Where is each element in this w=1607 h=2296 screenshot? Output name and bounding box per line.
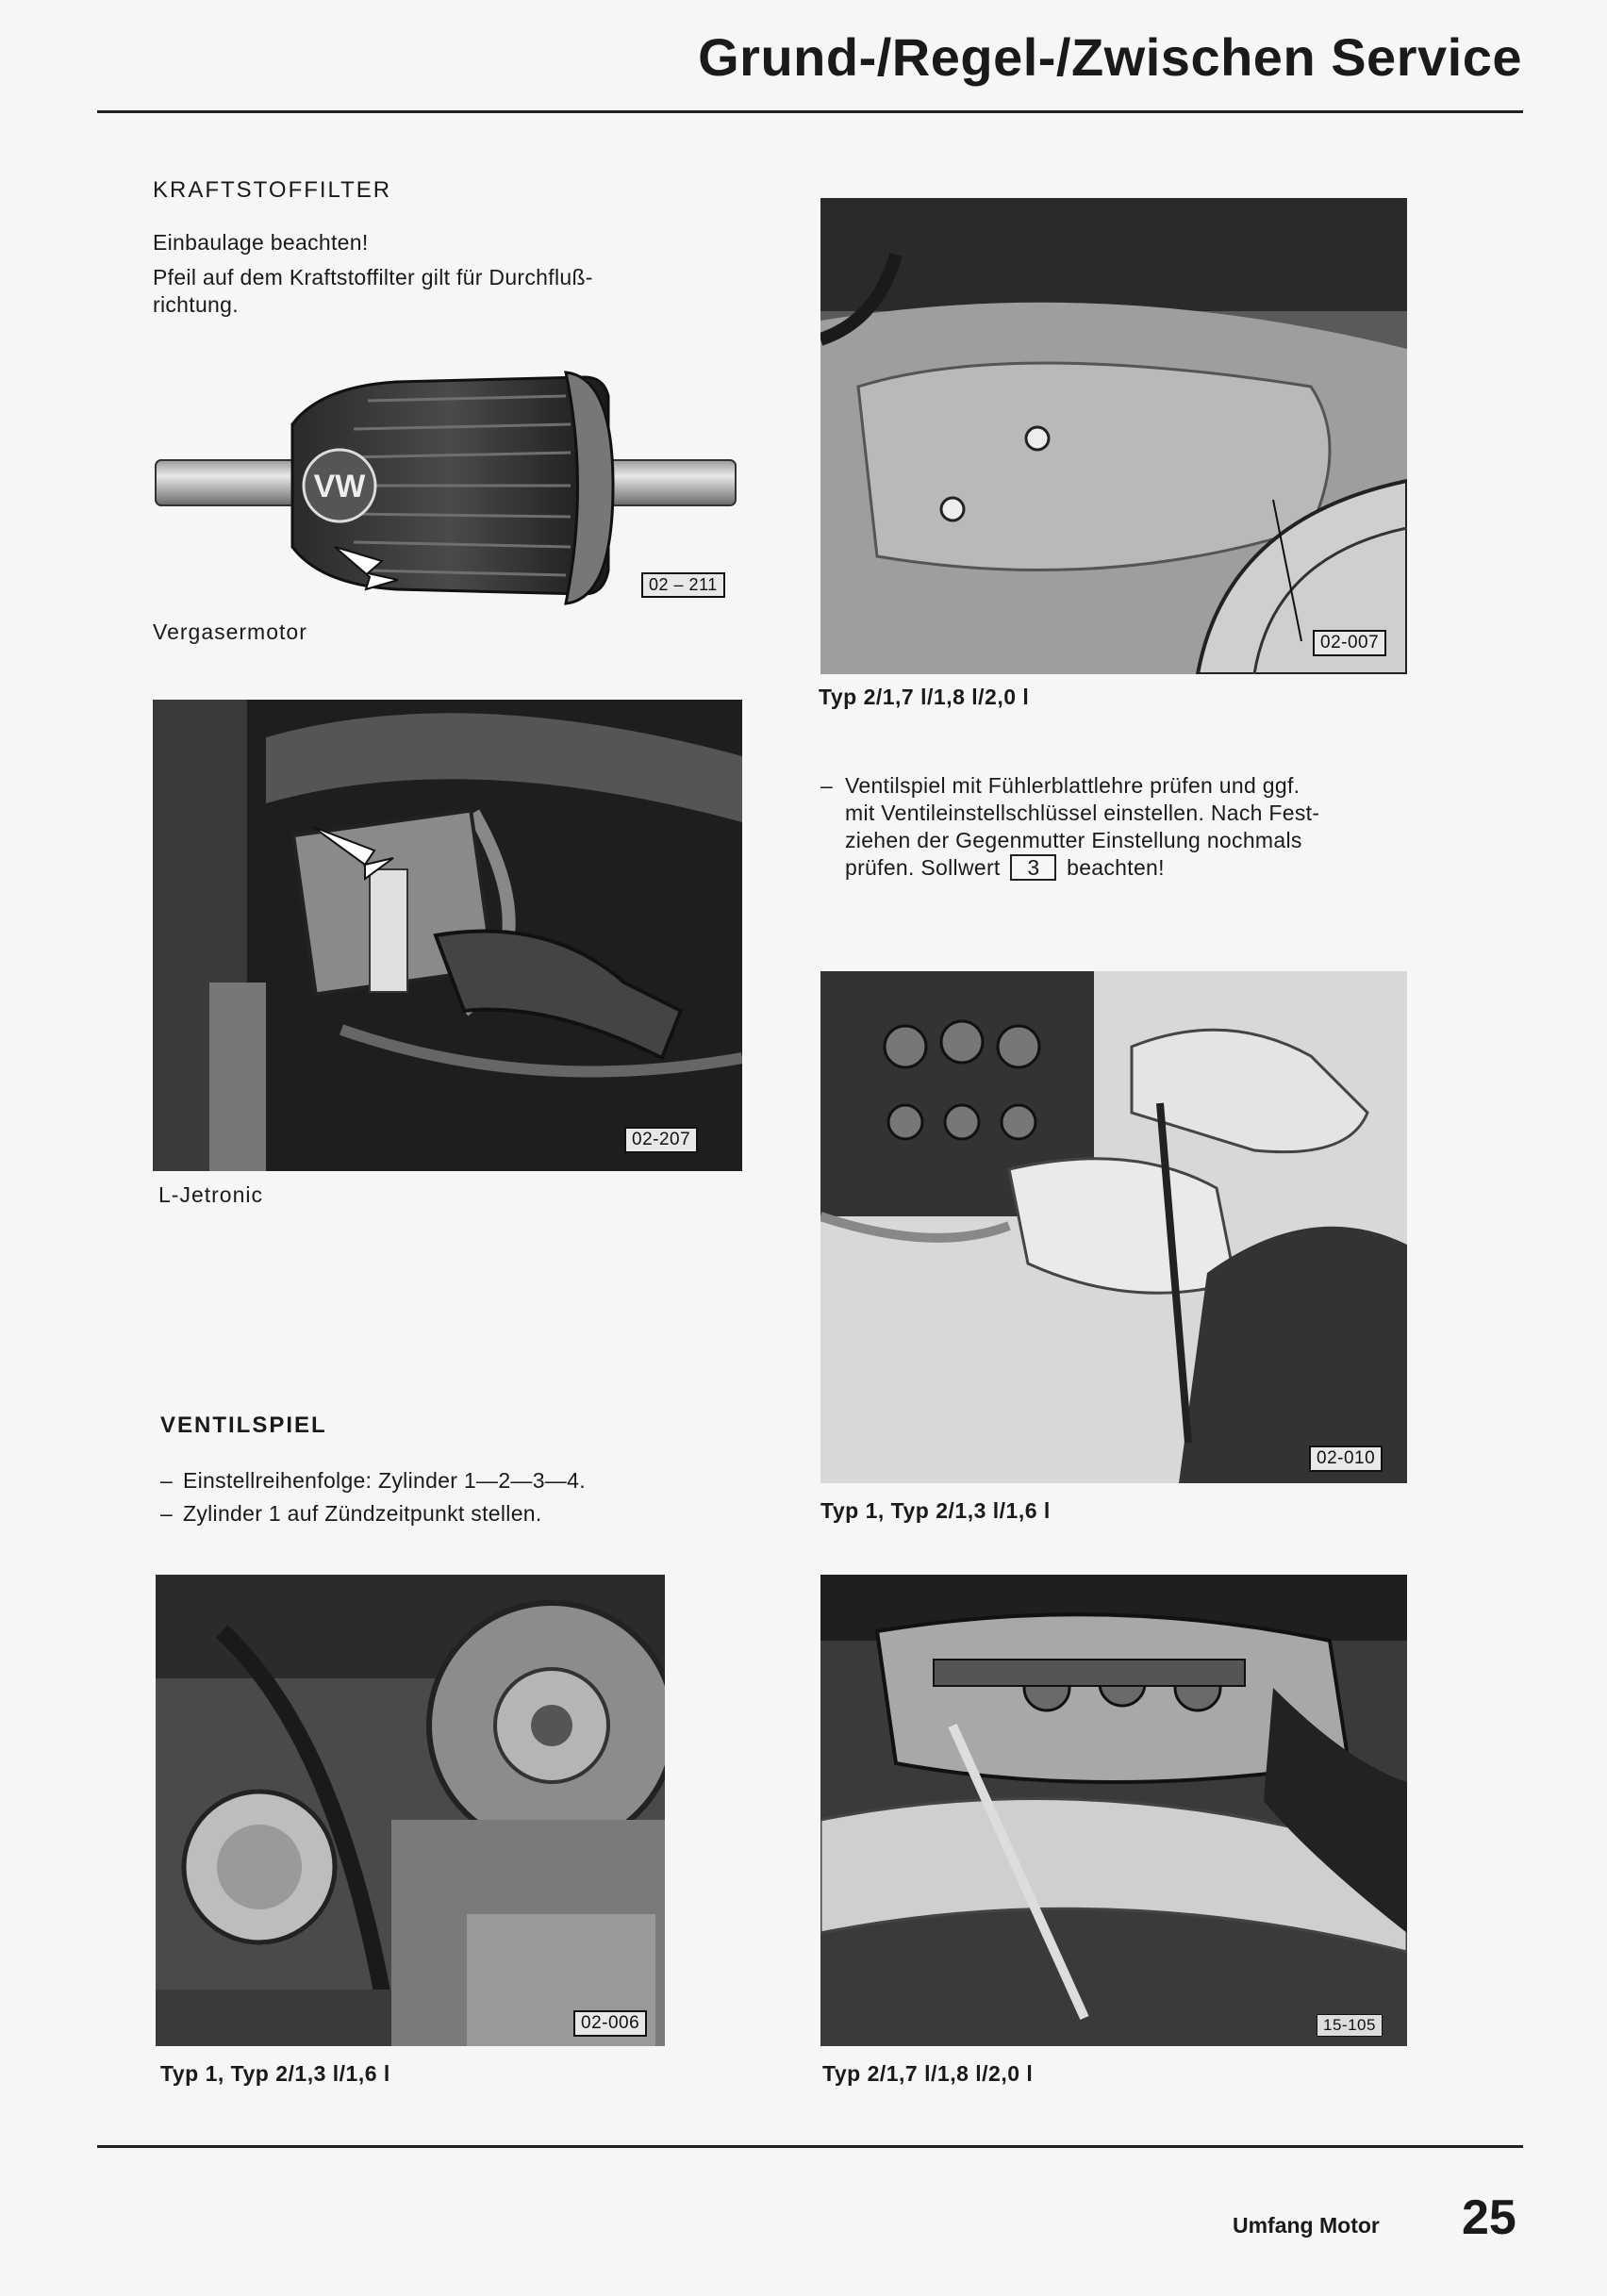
page-title: Grund-/Regel-/Zwischen Service <box>698 27 1522 87</box>
photo-valve-cover-tool <box>820 1575 1407 2046</box>
fuel-filter-text <box>153 229 756 319</box>
svg-text:VW: VW <box>313 469 366 504</box>
instruction-line-4: prüfen. Sollwert 3 beachten! <box>845 855 1165 880</box>
type-caption-right-1: Typ 2/1,7 l/1,8 l/2,0 l <box>819 685 1030 709</box>
fuel-filter-line-2: Pfeil auf dem Kraftstoffilter gilt für Durchfluß- <box>153 265 593 289</box>
type-caption-right-3: Typ 2/1,7 l/1,8 l/2,0 l <box>822 2061 1034 2086</box>
figure-ref-02-006: 02-006 <box>573 2010 647 2037</box>
figure-ref-15-105: 15-105 <box>1317 2014 1383 2037</box>
fuel-filter-illustration <box>151 358 740 618</box>
carburetor-engine-caption: Vergasermotor <box>153 619 307 644</box>
spec-reference-box: 3 <box>1010 854 1056 881</box>
valve-step-2: – Zylinder 1 auf Zündzeitpunkt stellen. <box>160 1501 542 1526</box>
type-caption-right-2: Typ 1, Typ 2/1,3 l/1,6 l <box>820 1498 1051 1523</box>
valve-clearance-steps <box>160 1467 745 1528</box>
photo-timing-marks <box>820 198 1407 674</box>
figure-ref-02-211: 02 – 211 <box>641 572 725 598</box>
photo-valve-adjustment-hands <box>820 971 1407 1483</box>
instruction-line-2: mit Ventileinstellschlüssel einstellen. Nach Fest- <box>845 801 1320 825</box>
instruction-line-3: ziehen der Gegenmutter Einstellung nochmals <box>845 828 1302 852</box>
fuel-filter-heading: KRAFTSTOFFILTER <box>153 177 392 203</box>
type-caption-left: Typ 1, Typ 2/1,3 l/1,6 l <box>160 2061 390 2086</box>
fuel-filter-line-1: Einbaulage beachten! <box>153 230 369 255</box>
fuel-filter-line-3: richtung. <box>153 292 239 317</box>
figure-ref-02-007: 02-007 <box>1313 630 1386 656</box>
valve-adjust-instruction: – Ventilspiel mit Fühlerblattlehre prüfen und ggf. mit Ventileinstellschlüssel einstellen. Nach Fest- ziehen der Gegenmutter Einstellung nochmals prüfen. Sollwert 3 beachten! <box>820 773 1320 880</box>
page-number: 25 <box>1462 2190 1516 2245</box>
figure-ref-02-010: 02-010 <box>1309 1445 1383 1472</box>
header-rule <box>97 110 1523 113</box>
l-jetronic-caption: L-Jetronic <box>158 1182 263 1207</box>
figure-ref-02-207: 02-207 <box>624 1127 698 1153</box>
instruction-line-1: Ventilspiel mit Fühlerblattlehre prüfen und ggf. <box>845 773 1301 798</box>
photo-engine-pulley <box>156 1575 665 2046</box>
footer-rule <box>97 2145 1523 2148</box>
photo-fuel-filter-installed <box>153 700 742 1171</box>
valve-step-1: – Einstellreihenfolge: Zylinder 1—2—3—4. <box>160 1468 586 1493</box>
valve-clearance-heading: VENTILSPIEL <box>160 1412 327 1438</box>
footer-section-label: Umfang Motor <box>1233 2213 1380 2238</box>
